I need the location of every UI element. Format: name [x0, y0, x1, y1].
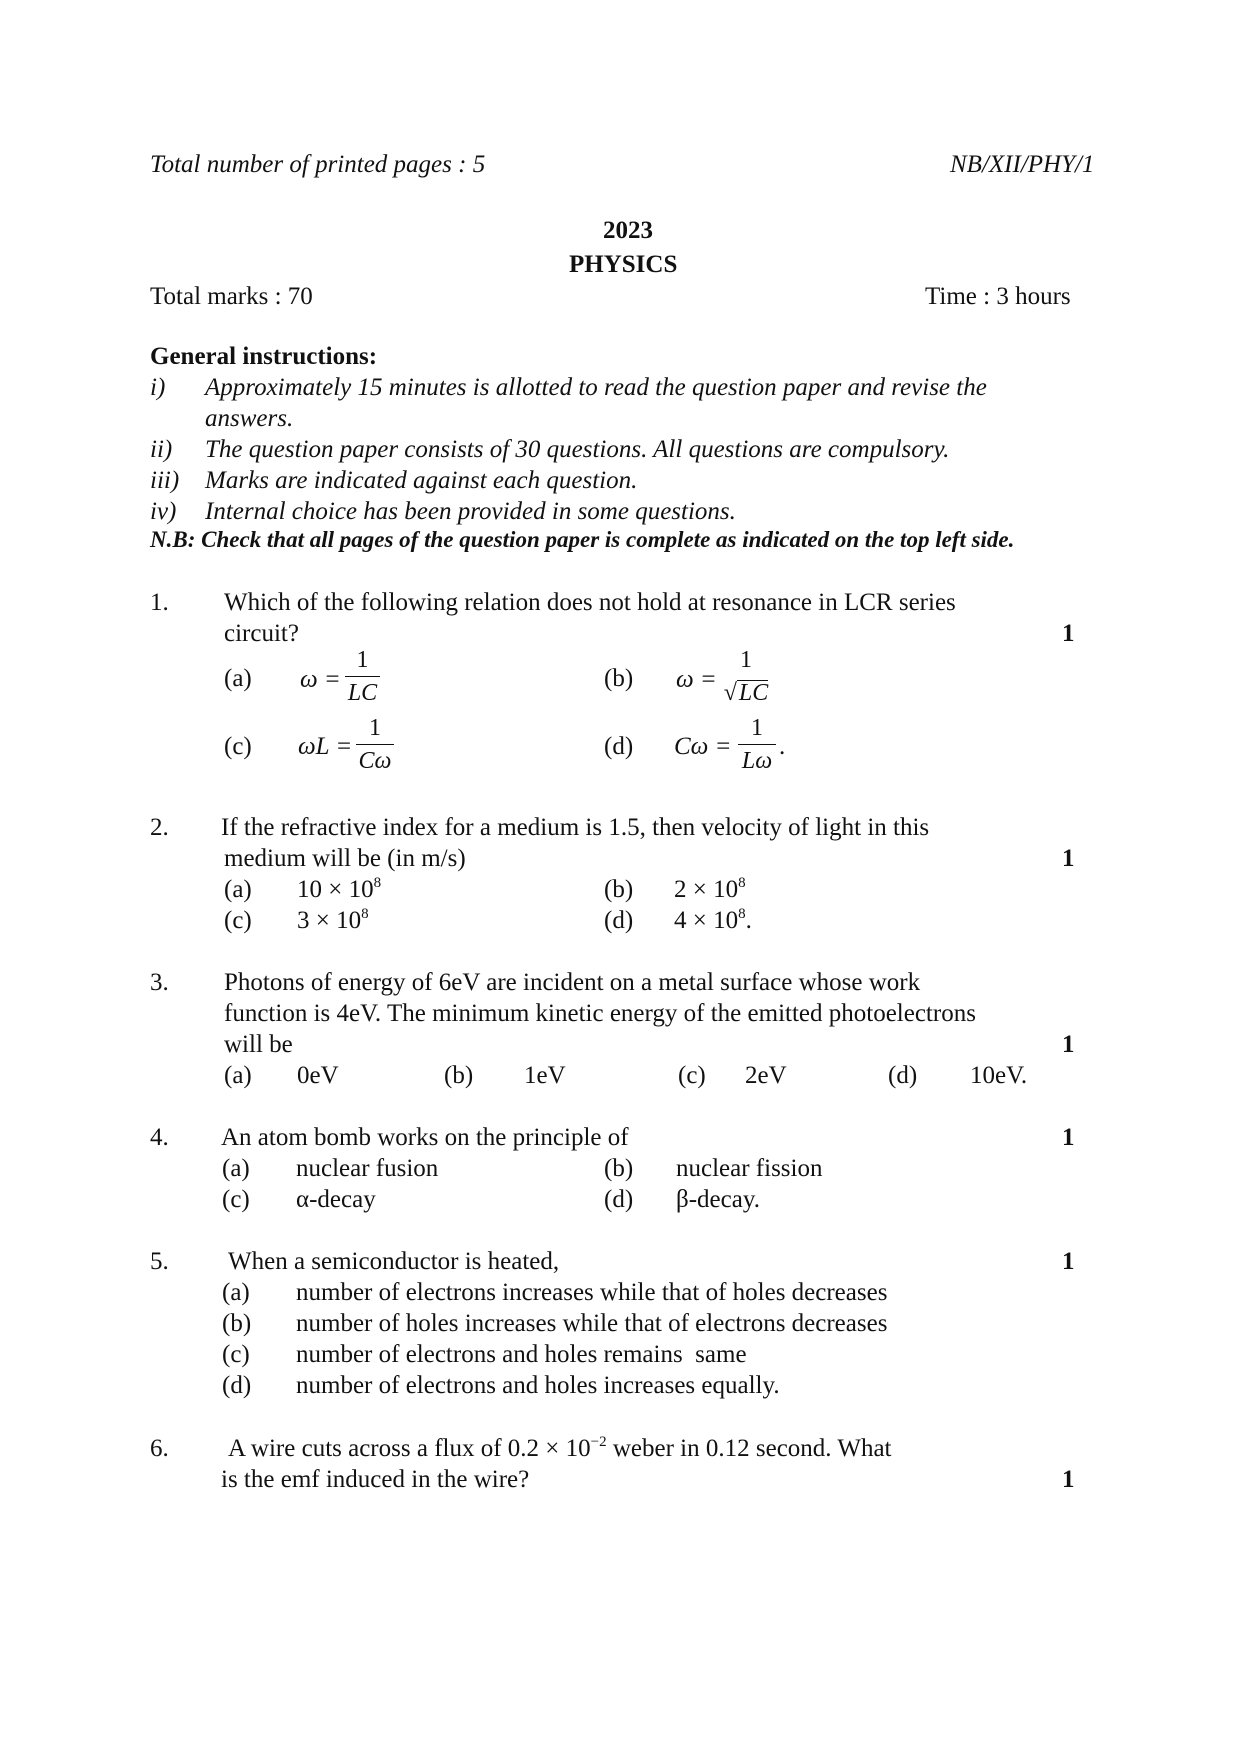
option-lhs: ω =	[300, 666, 341, 693]
option-text: nuclear fusion	[296, 1155, 439, 1182]
option-fraction	[738, 716, 776, 773]
option-label: (c)	[222, 1341, 250, 1368]
value-exponent: −2	[590, 1434, 607, 1450]
option-lhs: Cω =	[674, 733, 732, 760]
time-allowed: Time : 3 hours	[925, 283, 1071, 310]
option-text: β-decay.	[676, 1186, 760, 1213]
value-exponent: 8	[738, 906, 746, 922]
fraction-numerator: 1	[740, 647, 752, 673]
value-base: 2 × 10	[674, 876, 739, 903]
paper-code: NB/XII/PHY/1	[950, 151, 1095, 178]
option-fraction	[345, 648, 380, 705]
option-label: (c)	[678, 1062, 706, 1089]
option-fraction	[356, 716, 394, 773]
instruction-number: ii)	[150, 436, 173, 463]
option-label: (d)	[604, 907, 634, 934]
fraction-numerator: 1	[751, 715, 763, 741]
question-number: 3.	[150, 969, 169, 996]
instruction-text: Marks are indicated against each question.	[205, 467, 638, 494]
option-label: (a)	[224, 1062, 252, 1089]
option-tail: .	[779, 733, 786, 760]
sqrt-radicand: LC	[738, 680, 769, 706]
fraction-numerator: 1	[356, 647, 369, 673]
question-mark: 1	[1062, 620, 1075, 647]
value-exponent: 8	[361, 906, 369, 922]
value-base: 4 × 10	[674, 907, 739, 934]
value-base: 3 × 10	[297, 907, 362, 934]
question-mark: 1	[1062, 1124, 1075, 1151]
question-text: An atom bomb works on the principle of	[221, 1124, 629, 1151]
option-label: (d)	[604, 733, 634, 760]
question-text: Photons of energy of 6eV are incident on a metal surface whose work	[224, 969, 921, 996]
subject-title: PHYSICS	[569, 251, 678, 278]
option-label: (b)	[222, 1310, 252, 1337]
option-lhs: ωL =	[298, 733, 353, 760]
fraction-denominator: Lω	[738, 744, 776, 773]
instruction-number: iv)	[150, 498, 177, 525]
instruction-text: answers.	[205, 405, 294, 432]
option-label: (b)	[444, 1062, 474, 1089]
option-label: (b)	[604, 1155, 634, 1182]
question-text: If the refractive index for a medium is 1.5, then velocity of light in this	[221, 814, 930, 841]
sqrt-sign: √	[723, 680, 737, 706]
option-label: (c)	[224, 907, 252, 934]
question-text: Which of the following relation does not hold at resonance in LCR series	[224, 589, 956, 616]
option-label: (a)	[222, 1155, 250, 1182]
fraction-denominator: LC	[345, 676, 380, 705]
question-number: 1.	[150, 589, 169, 616]
nb-note: N.B: Check that all pages of the question paper is complete as indicated on the top left side.	[150, 527, 1015, 552]
instruction-number: i)	[150, 374, 166, 401]
option-text: 1eV	[524, 1062, 566, 1089]
option-label: (d)	[888, 1062, 918, 1089]
option-label: (b)	[604, 876, 634, 903]
text-part: A wire cuts across a flux of 0.2 × 10	[228, 1435, 591, 1462]
question-text: When a semiconductor is heated,	[228, 1248, 560, 1275]
value-base: 10 × 10	[297, 876, 374, 903]
option-label: (a)	[224, 665, 252, 692]
option-label: (d)	[604, 1186, 634, 1213]
text-part: weber in 0.12 second. What	[606, 1435, 892, 1462]
fraction-numerator: 1	[369, 715, 381, 741]
option-text: number of holes increases while that of electrons decreases	[296, 1310, 888, 1337]
option-fraction	[720, 648, 772, 705]
question-number: 5.	[150, 1248, 169, 1275]
question-number: 6.	[150, 1435, 169, 1462]
total-marks: Total marks : 70	[150, 283, 313, 310]
exam-year: 2023	[603, 217, 653, 244]
option-text: 2eV	[745, 1062, 787, 1089]
option-label: (d)	[222, 1372, 252, 1399]
option-lhs: ω =	[676, 666, 717, 693]
option-text: 10eV.	[970, 1062, 1028, 1089]
value-tail: .	[745, 907, 752, 934]
option-text: 0eV	[297, 1062, 339, 1089]
option-value	[674, 877, 746, 902]
question-number: 4.	[150, 1124, 169, 1151]
question-text	[228, 1436, 892, 1461]
option-text: α-decay	[296, 1186, 376, 1213]
question-mark: 1	[1062, 1466, 1075, 1493]
instruction-text: The question paper consists of 30 questions. All questions are compulsory.	[205, 436, 950, 463]
question-mark: 1	[1062, 1031, 1075, 1058]
question-text: function is 4eV. The minimum kinetic energy of the emitted photoelectrons	[224, 1000, 976, 1027]
question-text: will be	[224, 1031, 293, 1058]
fraction-denominator	[720, 676, 772, 705]
instruction-number: iii)	[150, 467, 180, 494]
option-value	[297, 877, 381, 902]
option-label: (c)	[222, 1186, 250, 1213]
question-text: medium will be (in m/s)	[224, 845, 466, 872]
instructions-title: General instructions:	[150, 343, 378, 370]
option-text: number of electrons and holes increases equally.	[296, 1372, 780, 1399]
option-value	[674, 908, 752, 933]
option-value	[297, 908, 369, 933]
question-mark: 1	[1062, 845, 1075, 872]
instruction-text: Approximately 15 minutes is allotted to read the question paper and revise the	[205, 374, 987, 401]
option-label: (a)	[224, 876, 252, 903]
question-text: circuit?	[224, 620, 299, 647]
option-label: (c)	[224, 733, 252, 760]
value-exponent: 8	[738, 875, 746, 891]
instruction-text: Internal choice has been provided in some questions.	[205, 498, 736, 525]
printed-pages: Total number of printed pages : 5	[150, 151, 486, 178]
option-text: nuclear fission	[676, 1155, 823, 1182]
option-label: (a)	[222, 1279, 250, 1306]
fraction-denominator: Cω	[356, 744, 394, 773]
option-text: number of electrons increases while that of holes decreases	[296, 1279, 888, 1306]
question-number: 2.	[150, 814, 169, 841]
question-mark: 1	[1062, 1248, 1075, 1275]
value-exponent: 8	[373, 875, 382, 891]
option-text: number of electrons and holes remains same	[296, 1341, 747, 1368]
question-text: is the emf induced in the wire?	[221, 1466, 530, 1493]
option-label: (b)	[604, 665, 634, 692]
